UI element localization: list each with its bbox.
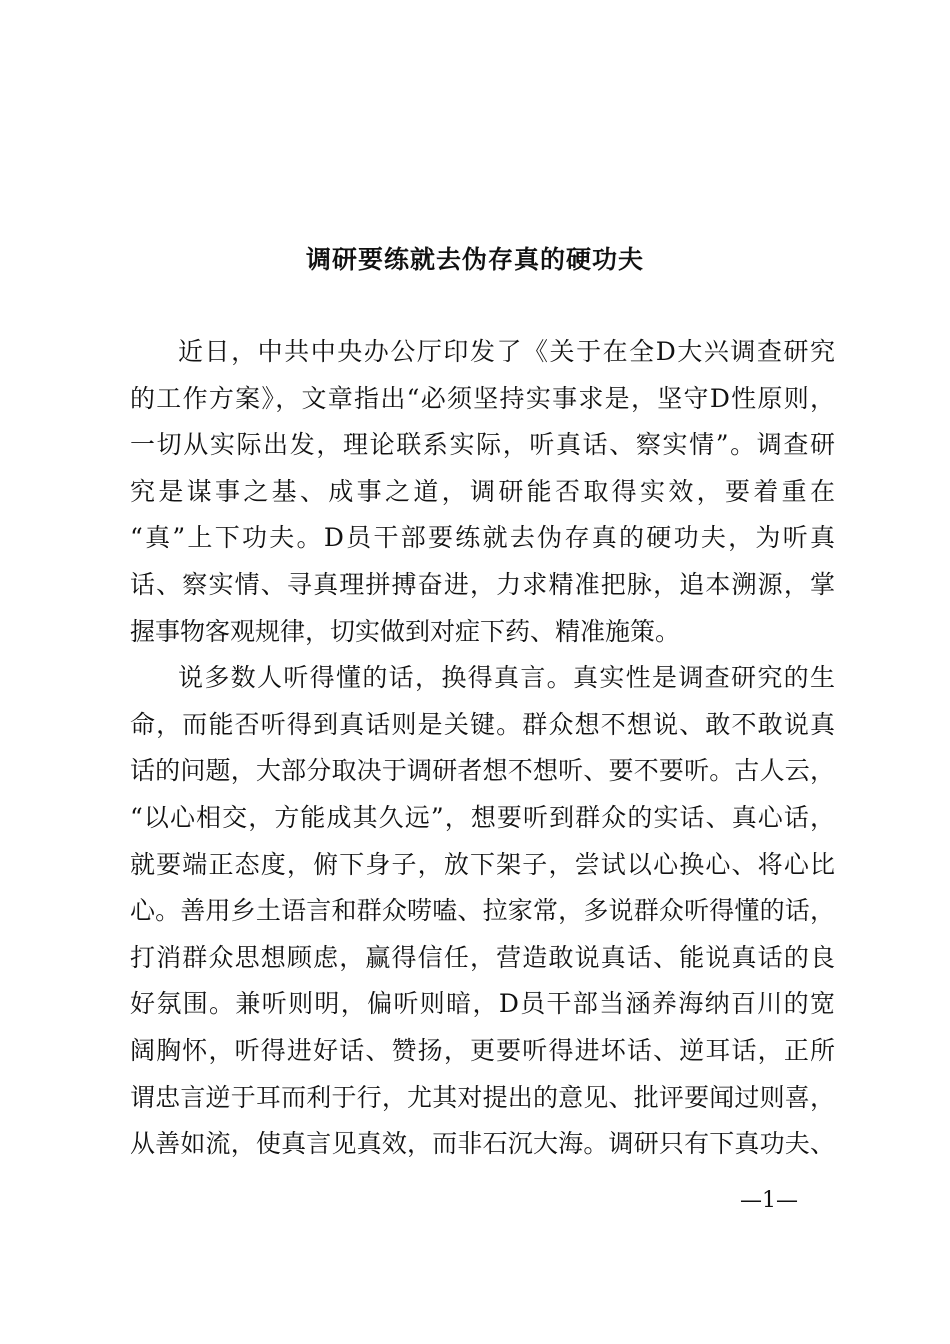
text-line: 话的问题，大部分取决于调研者想不想听、要不要听。古人云，: [130, 756, 835, 786]
text-line: 的工作方案》，文章指出“必须坚持实事求是，坚守D性原则，: [130, 383, 835, 413]
text-line: 究是谋事之基、成事之道，调研能否取得实效，要着重在: [130, 476, 835, 506]
text-line: 从善如流，使真言见真效，而非石沉大海。调研只有下真功夫、: [130, 1129, 835, 1159]
text-line: “真”上下功夫。D员干部要练就去伪存真的硬功夫，为听真: [130, 523, 835, 553]
text-line: 打消群众思想顾虑，赢得信任，营造敢说真话、能说真话的良: [130, 942, 835, 972]
page-number: —1—: [740, 1188, 798, 1213]
text-line: 阔胸怀，听得进好话、赞扬，更要听得进坏话、逆耳话，正所: [130, 1035, 835, 1065]
text-line: 一切从实际出发，理论联系实际，听真话、察实情”。调查研: [130, 430, 835, 460]
document-body: [130, 329, 835, 1168]
text-line: 好氛围。兼听则明，偏听则暗，D员干部当涵养海纳百川的宽: [130, 989, 835, 1019]
text-line: 说多数人听得懂的话，换得真言。真实性是调查研究的生: [178, 663, 835, 693]
paragraph: [130, 655, 835, 1168]
text-line: 命，而能否听得到真话则是关键。群众想不想说、敢不敢说真: [130, 709, 835, 739]
paragraph: [130, 329, 835, 655]
document-title: 调研要练就去伪存真的硬功夫: [305, 245, 644, 274]
text-line: 就要端正态度，俯下身子，放下架子，尝试以心换心、将心比: [130, 849, 835, 879]
text-line: 心。善用乡土语言和群众唠嗑、拉家常，多说群众听得懂的话，: [130, 896, 835, 926]
text-line: 谓忠言逆于耳而利于行，尤其对提出的意见、批评要闻过则喜，: [130, 1082, 835, 1112]
text-line: 话、察实情、寻真理拼搏奋进，力求精准把脉，追本溯源，掌: [130, 569, 835, 599]
text-line: 握事物客观规律，切实做到对症下药、精准施策。: [130, 616, 681, 646]
text-line: 近日，中共中央办公厅印发了《关于在全D大兴调查研究: [178, 337, 835, 366]
text-line: “以心相交，方能成其久远”，想要听到群众的实话、真心话，: [130, 802, 835, 832]
